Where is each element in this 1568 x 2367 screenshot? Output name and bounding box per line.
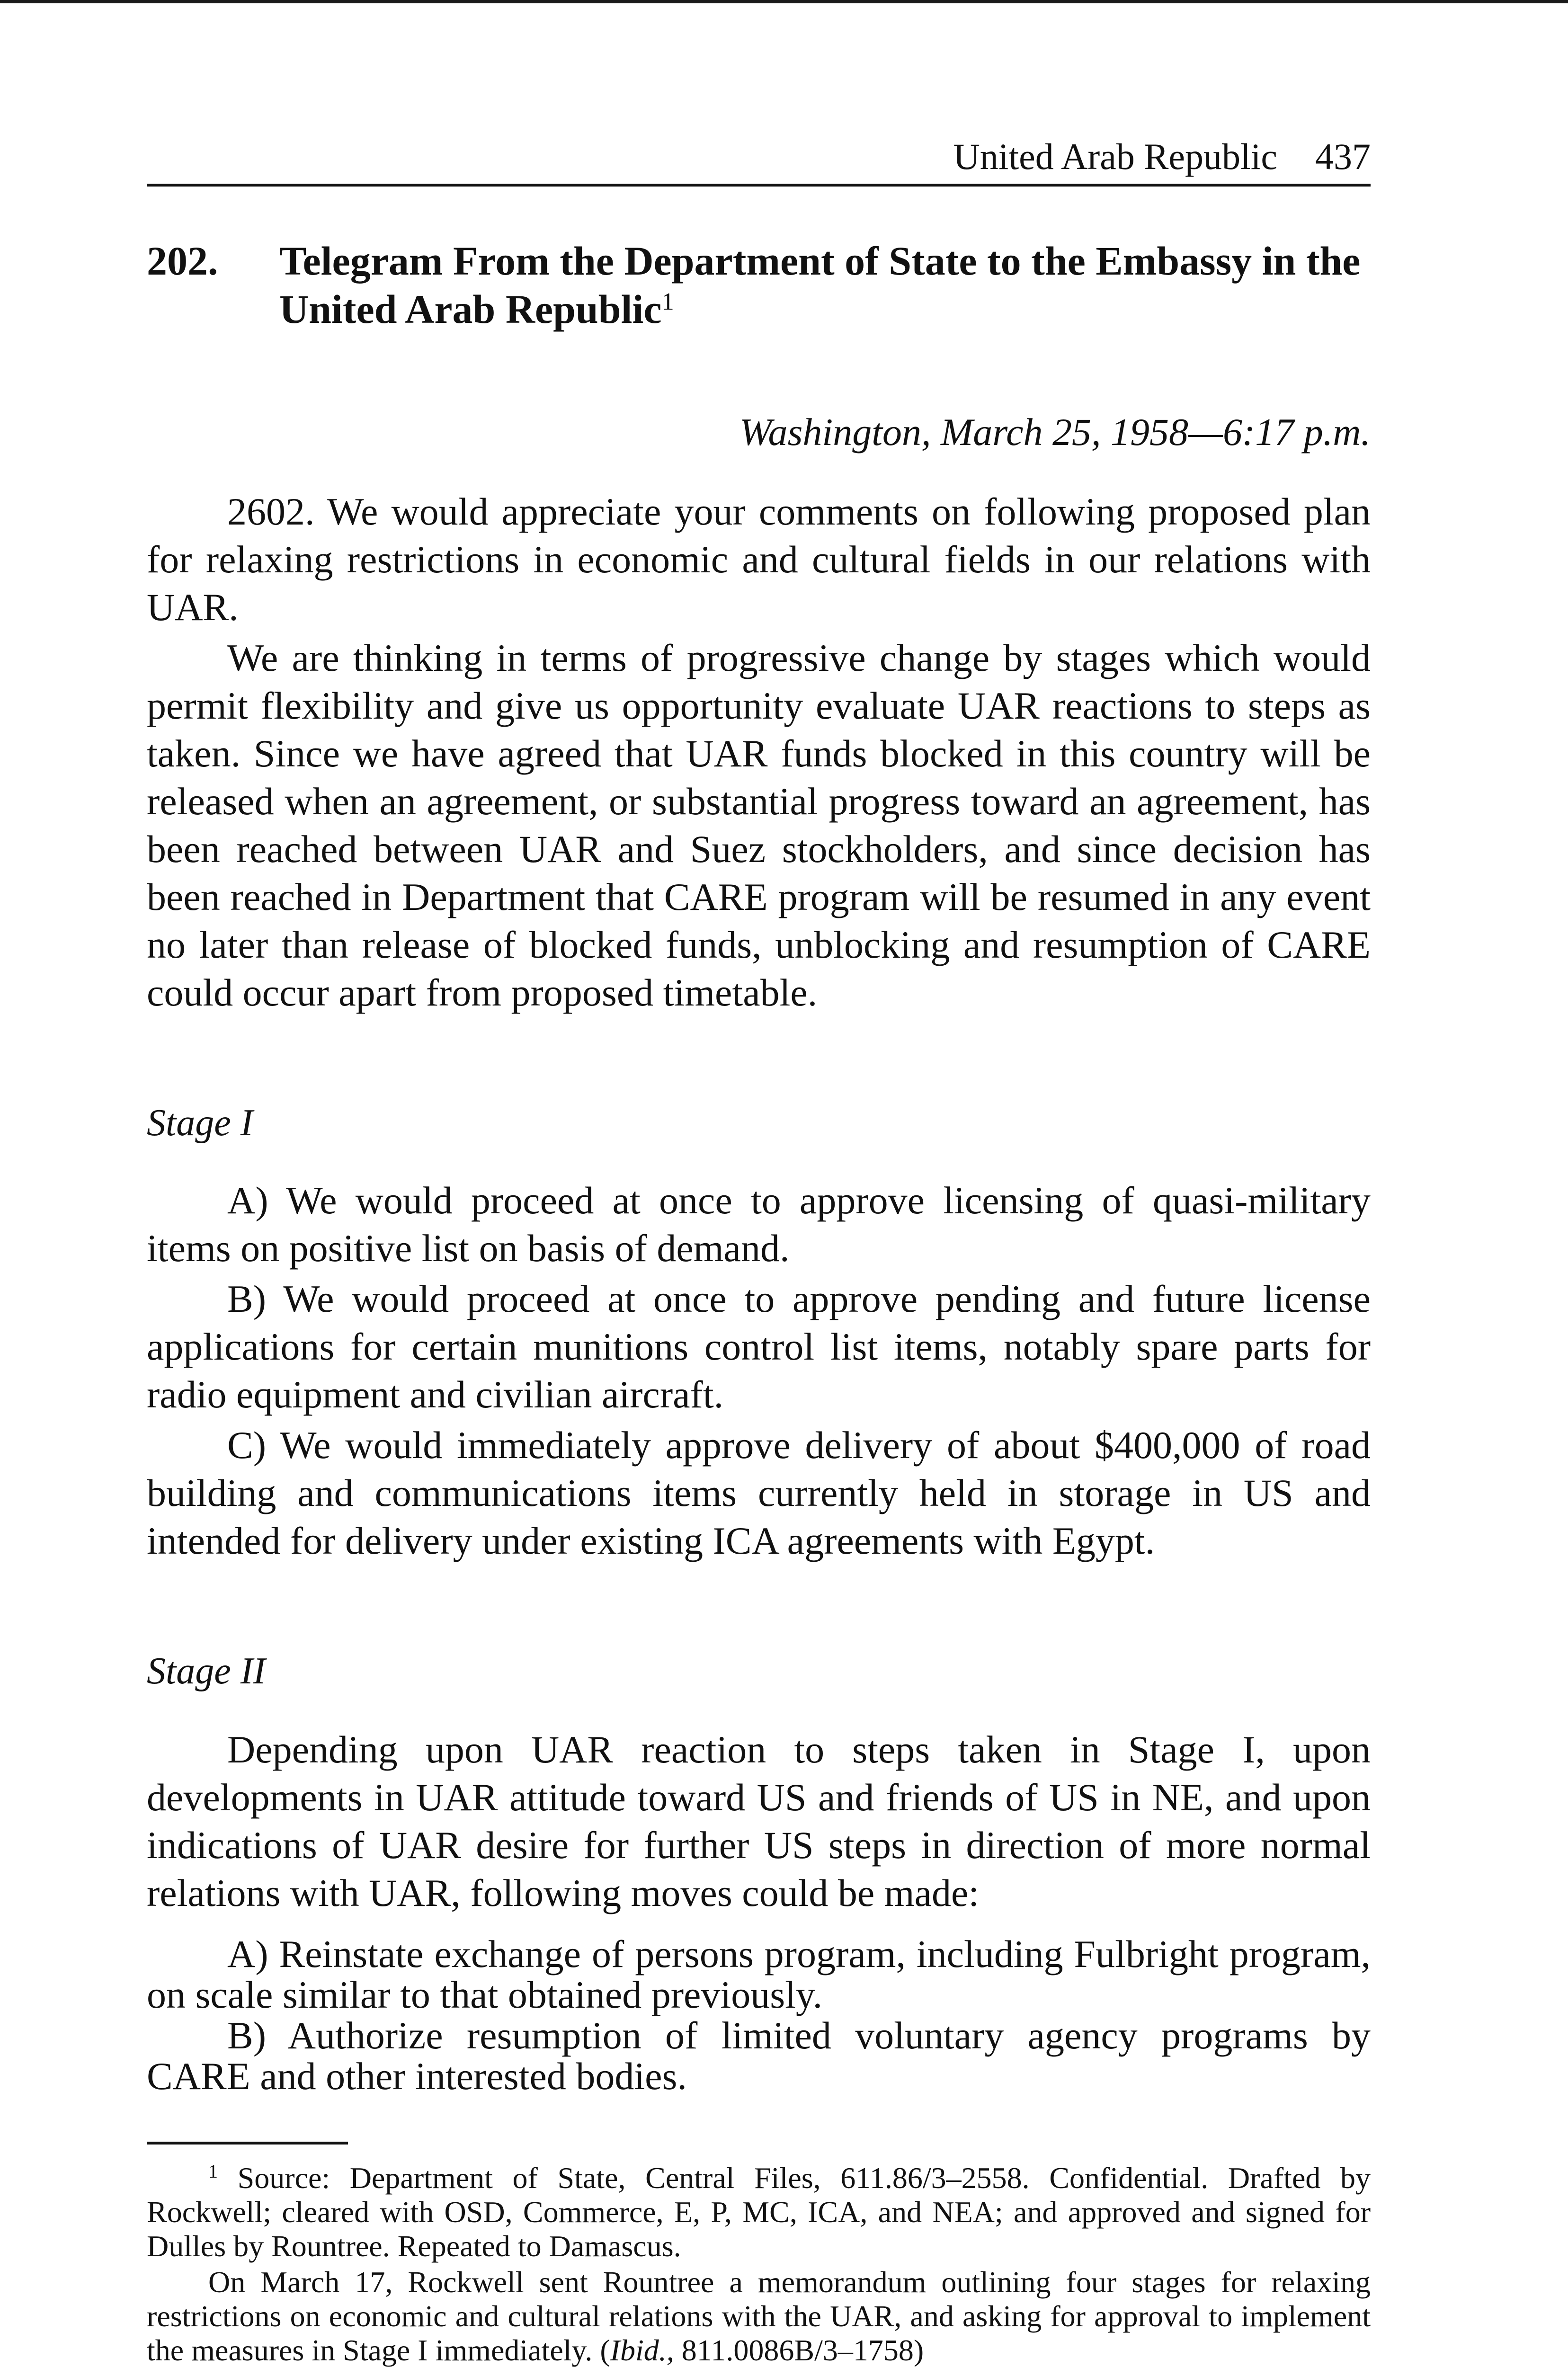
footnote-1-text: Source: Department of State, Central Files, 611.86/3–2558. Confidential. Drafted by Rockwell; cleared with OSD, Commerce, E, P, MC, ICA, and NEA; and approved and signed for Dulles by Rountree. Repeated to Damascus. xyxy=(147,2161,1371,2263)
intro-paragraph-1: 2602. We would appreciate your comments on following proposed plan for relaxing restrictions in economic and cultural fields in our relations with UAR. xyxy=(147,490,1371,629)
footnote-1-marker: 1 xyxy=(208,2161,218,2182)
stage-2-items xyxy=(147,1934,1371,2097)
running-header xyxy=(147,138,1371,175)
stage-1-heading: Stage I xyxy=(147,1102,253,1144)
stage-1-item-a: A) We would proceed at once to approve licensing of quasi-military items on positive list on basis of demand. xyxy=(147,1179,1371,1270)
stage-2-intro: Depending upon UAR reaction to steps taken in Stage I, upon developments in UAR attitude toward US and friends of US in NE, and upon indications of UAR desire for further US steps in direction of more normal relations with UAR, following moves could be made: xyxy=(147,1728,1371,1914)
intro-paragraph-2: We are thinking in terms of progressive change by stages which would permit flexibility and give us opportunity evaluate UAR reactions to steps as taken. Since we have agreed that UAR funds blocked in this country will be released when an agreement, or substantial progress toward an agreement, has been reached between UAR and Suez stockholders, and since decision has been reached in Department that CARE program will be resumed in any event no later than release of blocked funds, unblocking and resumption of CARE could occur apart from proposed timetable. xyxy=(147,636,1371,1014)
stage-1-section xyxy=(147,1176,1371,1565)
footnote-ibid: Ibid., xyxy=(610,2333,674,2367)
footnote-ref-1[interactable]: 1 xyxy=(661,288,674,315)
stage-2-item-b: B) Authorize resumption of limited voluntary agency programs by CARE and other interested bodies. xyxy=(147,2014,1371,2098)
stage-2-heading: Stage II xyxy=(147,1650,266,1692)
page-top-border xyxy=(0,0,1568,3)
header-rule xyxy=(147,184,1371,187)
document-title xyxy=(279,237,1368,333)
footnote-1 xyxy=(147,2161,1371,2263)
footnote-1-continuation xyxy=(147,2265,1371,2367)
stage-2-item-a: A) Reinstate exchange of persons program, including Fulbright program, on scale similar to that obtained previously. xyxy=(147,1932,1371,2016)
footnotes xyxy=(147,2161,1371,2367)
document-title-text: Telegram From the Department of State to the Embassy in the United Arab Republic xyxy=(279,238,1361,332)
intro-section xyxy=(147,488,1371,1016)
dateline: Washington, March 25, 1958—6:17 p.m. xyxy=(739,410,1371,454)
page-number: 437 xyxy=(1315,136,1371,177)
footnote-2-text: On March 17, Rockwell sent Rountree a memorandum outlining four stages for relaxing restrictions on economic and cultural relations with the UAR, and asking for approval to implement the measures in Stage I immediately. ( xyxy=(147,2265,1371,2367)
stage-2-section xyxy=(147,1726,1371,1917)
stage-1-item-c: C) We would immediately approve delivery of about $400,000 of road building and communications items currently held in storage in US and intended for delivery under existing ICA agreements with Egypt. xyxy=(147,1424,1371,1562)
running-title: United Arab Republic xyxy=(953,136,1277,177)
stage-1-item-b: B) We would proceed at once to approve pending and future license applications for certain munitions control list items, notably spare parts for radio equipment and civilian aircraft. xyxy=(147,1277,1371,1416)
footnote-rule xyxy=(147,2142,348,2145)
footnote-2-citation: 811.0086B/3–1758) xyxy=(674,2333,924,2367)
document-number: 202. xyxy=(147,238,218,284)
